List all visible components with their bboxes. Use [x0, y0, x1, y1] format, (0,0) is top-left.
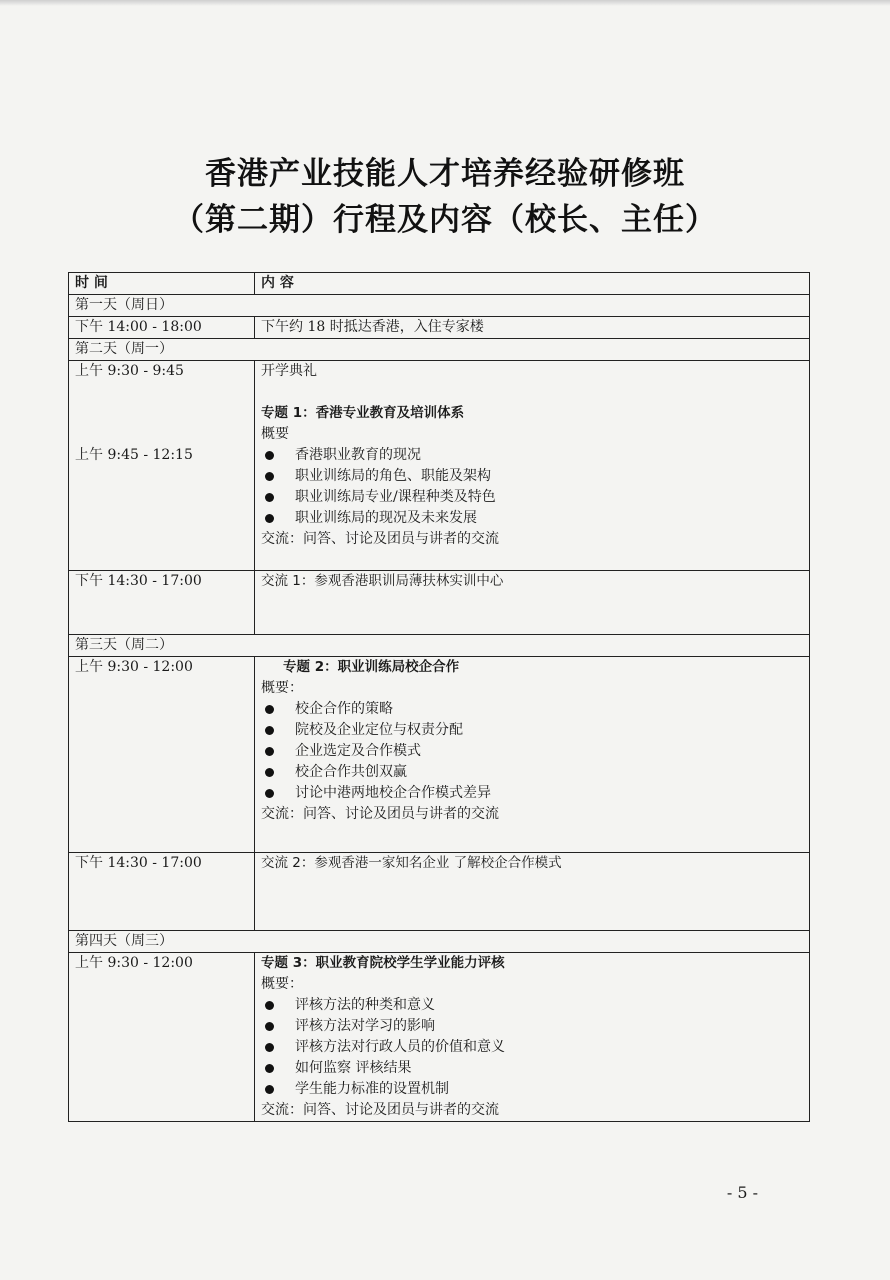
scan-edge: [0, 0, 890, 6]
list-item: 香港职业教育的现况: [261, 445, 803, 466]
opening-ceremony: 开学典礼: [261, 363, 317, 379]
bullet-list: [261, 995, 803, 1100]
time-cell: [69, 361, 255, 571]
list-item: 职业训练局的角色、职能及架构: [261, 466, 803, 487]
list-item: 院校及企业定位与权责分配: [261, 720, 803, 741]
list-item: 企业选定及合作模式: [261, 741, 803, 762]
list-item: 评核方法对行政人员的价值和意义: [261, 1037, 803, 1058]
day-label: 第二天（周一）: [69, 339, 810, 361]
day-row: [69, 295, 810, 317]
table-row: [69, 657, 810, 853]
topic-title: 专题 3：职业教育院校学生学业能力评核: [261, 955, 505, 971]
exchange-note: 交流：问答、讨论及团员与讲者的交流: [261, 806, 499, 822]
page-number: - 5 -: [726, 1183, 758, 1202]
day-label: 第三天（周二）: [69, 635, 810, 657]
exchange-note: 交流：问答、讨论及团员与讲者的交流: [261, 1102, 499, 1118]
document-title-line1: 香港产业技能人才培养经验研修班: [205, 156, 685, 192]
list-item: 职业训练局专业/课程种类及特色: [261, 487, 803, 508]
topic-title: 专题 1：香港专业教育及培训体系: [261, 405, 465, 421]
day-label: 第一天（周日）: [69, 295, 810, 317]
list-item: 评核方法对学习的影响: [261, 1016, 803, 1037]
overview-label: 概要：: [261, 976, 303, 992]
bullet-list: [261, 445, 803, 529]
overview-label: 概要: [261, 426, 289, 442]
bullet-list: [261, 699, 803, 804]
time-slot-1: 上午 9:30 - 9:45: [75, 363, 184, 379]
day-row: [69, 931, 810, 953]
table-header-row: [69, 273, 810, 295]
list-item: 讨论中港两地校企合作模式差异: [261, 783, 803, 804]
list-item: 职业训练局的现况及未来发展: [261, 508, 803, 529]
document-title-line2: （第二期）行程及内容（校长、主任）: [173, 202, 717, 238]
time-cell: 上午 9:30 - 12:00: [69, 657, 255, 853]
table-row: [69, 953, 810, 1122]
list-item: 如何监察 评核结果: [261, 1058, 803, 1079]
time-cell: 下午 14:30 - 17:00: [69, 853, 255, 931]
time-slot-2: 上午 9:45 - 12:15: [75, 447, 193, 463]
day-row: [69, 635, 810, 657]
time-cell: 下午 14:00 - 18:00: [69, 317, 255, 339]
list-item: 评核方法的种类和意义: [261, 995, 803, 1016]
list-item: 校企合作的策略: [261, 699, 803, 720]
overview-label: 概要：: [261, 680, 303, 696]
content-cell: [255, 361, 810, 571]
table-row: [69, 361, 810, 571]
schedule-table: [68, 272, 810, 1122]
content-cell: [255, 953, 810, 1122]
table-row: [69, 317, 810, 339]
header-time: 时 间: [69, 273, 255, 295]
day-label: 第四天（周三）: [69, 931, 810, 953]
day-row: [69, 339, 810, 361]
list-item: 校企合作共创双赢: [261, 762, 803, 783]
content-cell: 交流 1：参观香港职训局薄扶林实训中心: [255, 571, 810, 635]
content-cell: [255, 657, 810, 853]
content-cell: 交流 2：参观香港一家知名企业 了解校企合作模式: [255, 853, 810, 931]
list-item: 学生能力标准的设置机制: [261, 1079, 803, 1100]
time-cell: 上午 9:30 - 12:00: [69, 953, 255, 1122]
content-cell: 下午约 18 时抵达香港，入住专家楼: [255, 317, 810, 339]
exchange-note: 交流：问答、讨论及团员与讲者的交流: [261, 531, 499, 547]
topic-title: 专题 2：职业训练局校企合作: [283, 659, 460, 675]
header-content: 内 容: [255, 273, 810, 295]
time-cell: 下午 14:30 - 17:00: [69, 571, 255, 635]
table-row: [69, 853, 810, 931]
table-row: [69, 571, 810, 635]
